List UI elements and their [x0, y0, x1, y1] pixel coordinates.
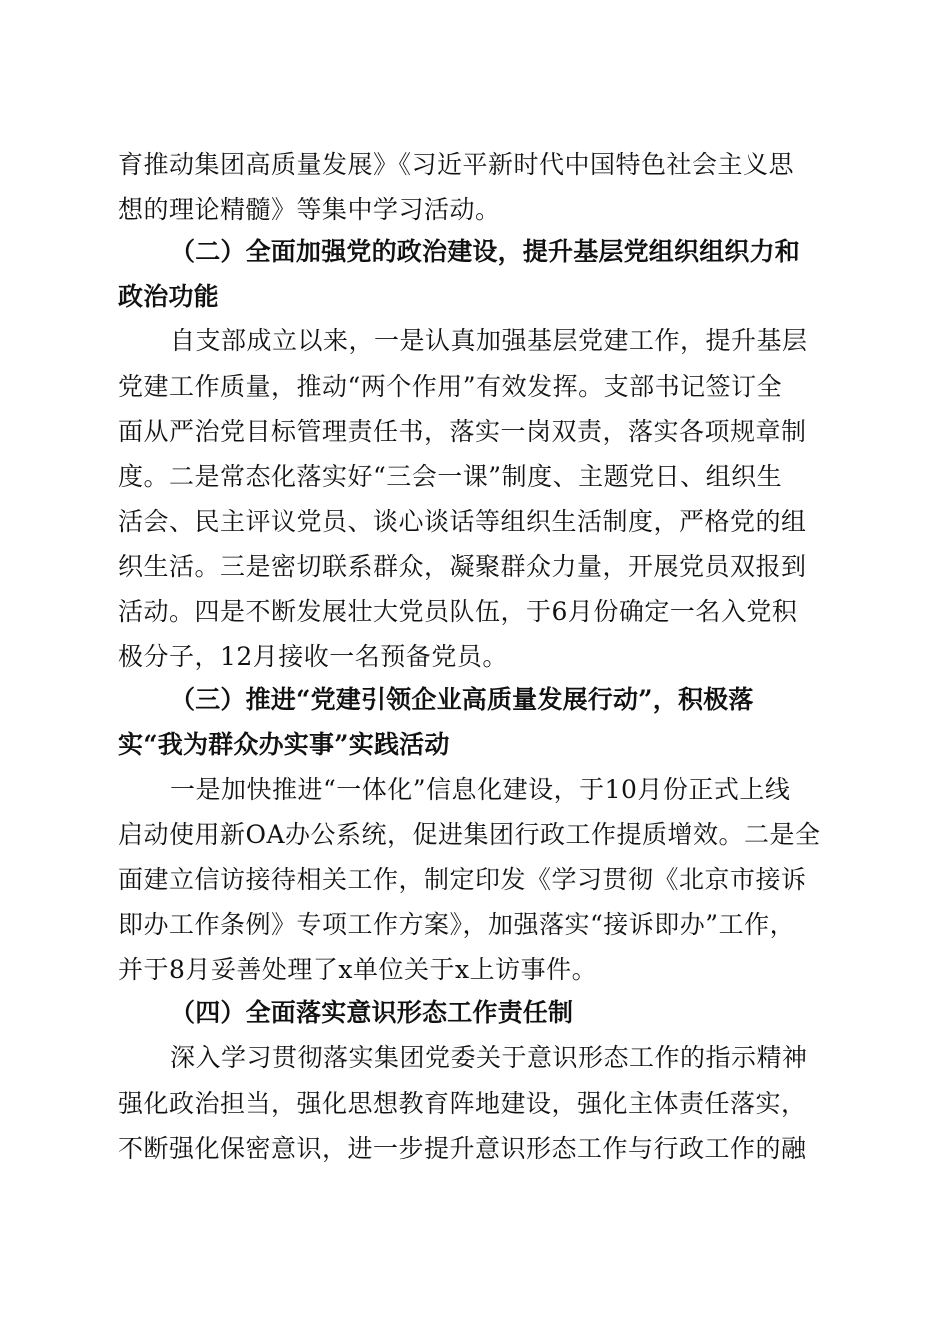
body-text-line: 想的理论精髓》等集中学习活动。 — [118, 195, 501, 224]
body-text-line: 活动。四是不断发展壮大党员队伍，于6月份确定一名入党积 — [118, 597, 798, 626]
section-heading-4: （四）全面落实意识形态工作责任制 — [170, 998, 574, 1027]
body-text-line: 面建立信访接待相关工作，制定印发《学习贯彻《北京市接诉 — [118, 865, 807, 894]
body-text-line: 党建工作质量，推动“两个作用”有效发挥。支部书记签订全 — [118, 372, 783, 401]
body-text-line: 度。二是常态化落实好“三会一课”制度、主题党日、组织生 — [118, 462, 783, 491]
body-text-line: 极分子，12月接收一名预备党员。 — [118, 642, 508, 671]
body-text-line: 即办工作条例》专项工作方案》，加强落实“接诉即办”工作， — [118, 910, 796, 939]
body-text-line: 育推动集团高质量发展》《习近平新时代中国特色社会主义思 — [118, 150, 795, 179]
body-text-line: 启动使用新OA办公系统，促进集团行政工作提质增效。二是全 — [118, 820, 821, 849]
body-text-line: 自支部成立以来，一是认真加强基层党建工作，提升基层 — [170, 326, 808, 355]
body-text-line: 织生活。三是密切联系群众，凝聚群众力量，开展党员双报到 — [118, 552, 807, 581]
body-text-line: 一是加快推进“一体化”信息化建设，于10月份正式上线 — [170, 775, 791, 804]
body-text-line: 并于8月妥善处理了x单位关于x上访事件。 — [118, 955, 598, 984]
section-heading-2-cont: 政治功能 — [118, 282, 219, 311]
body-text-line: 强化政治担当，强化思想教育阵地建设，强化主体责任落实， — [118, 1089, 807, 1118]
section-heading-2: （二）全面加强党的政治建设，提升基层党组织组织力和 — [170, 237, 801, 266]
body-text-line: 活会、民主评议党员、谈心谈话等组织生活制度，严格党的组 — [118, 507, 807, 536]
body-text-line: 面从严治党目标管理责任书，落实一岗双责，落实各项规章制 — [118, 417, 807, 446]
section-heading-3-cont: 实“我为群众办实事”实践活动 — [118, 730, 450, 759]
body-text-line: 深入学习贯彻落实集团党委关于意识形态工作的指示精神 — [170, 1043, 808, 1072]
section-heading-3: （三）推进“党建引领企业高质量发展行动”，积极落 — [170, 685, 754, 714]
body-text-line: 不断强化保密意识，进一步提升意识形态工作与行政工作的融 — [118, 1134, 807, 1163]
